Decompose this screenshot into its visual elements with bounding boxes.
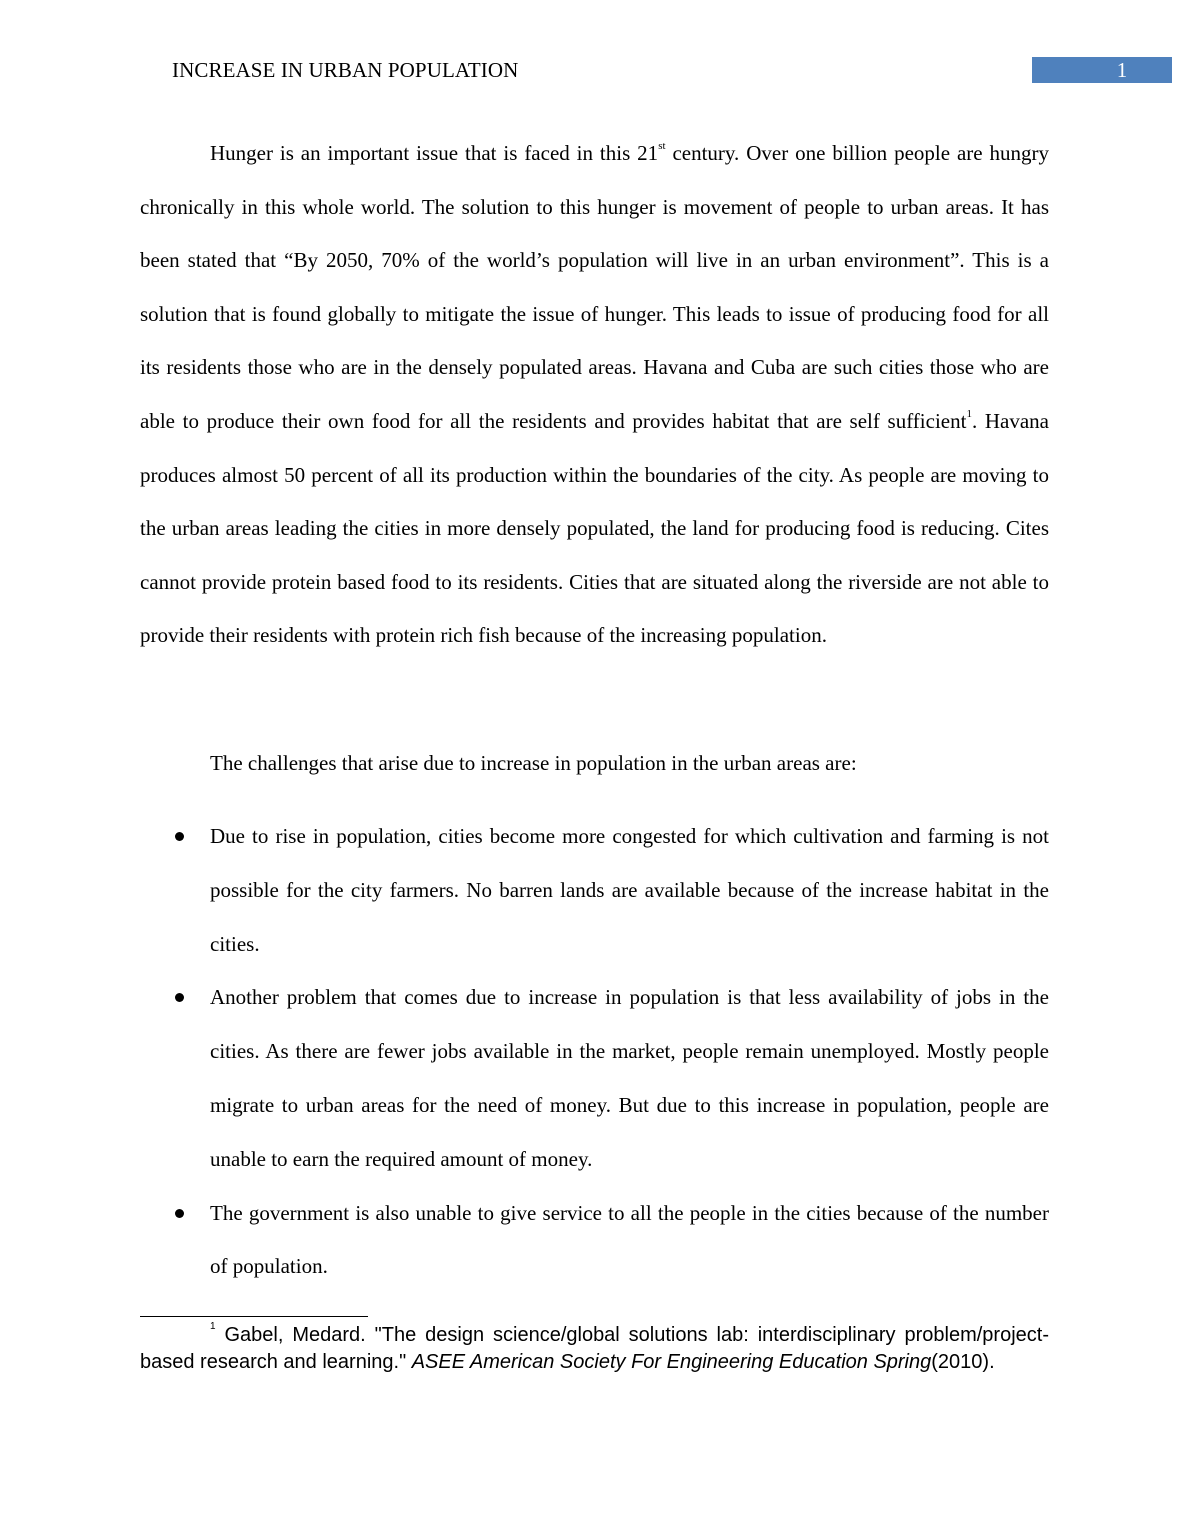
running-head-title: INCREASE IN URBAN POPULATION: [172, 58, 519, 82]
bullet-icon: [175, 1209, 184, 1218]
list-item-text: Due to rise in population, cities become more congested for which cultivation and farming is not possible for the city farmers. No barren lands are available because of the increase habitat in the cities.: [210, 824, 1049, 956]
list-item-text: Another problem that comes due to increase in population is that less availability of jobs in the cities. As there are fewer jobs available in the market, people remain unemployed. Mostly people migrate to urban areas for the need of money. But due to this increase in population, people are unable to earn the required amount of money.: [210, 985, 1049, 1171]
footnote-reference[interactable]: 1: [966, 407, 972, 420]
intro-paragraph-part1: Hunger is an important issue that is faced in this 21: [210, 141, 659, 165]
list-item: [140, 1187, 1049, 1295]
intro-paragraph-part2: century. Over one billion people are hungry chronically in this whole world. The solution to this hunger is movement of people to urban areas. It has been stated that “By 2050, 70% of the world’s population will live in an urban environment”. This is a solution that is found globally to mitigate the issue of hunger. This leads to issue of producing food for all its residents those who are in the densely populated areas. Havana and Cuba are such cities those who are able to produce their own food for all the residents and provides habitat that are self sufficient: [140, 141, 1049, 433]
challenges-intro-paragraph: The challenges that arise due to increase in population in the urban areas are:: [210, 751, 857, 775]
list-item: [140, 971, 1049, 1186]
page-number-box: [1032, 57, 1172, 83]
challenges-list: [140, 810, 1049, 1294]
footnote-journal: ASEE American Society For Engineering Education Spring: [411, 1350, 932, 1373]
list-item: [140, 810, 1049, 971]
list-item-text: The government is also unable to give service to all the people in the cities because of the number of population.: [210, 1200, 1049, 1279]
intro-paragraph: [140, 127, 1049, 663]
footnote-separator: [140, 1316, 368, 1317]
ordinal-superscript: st: [658, 140, 666, 152]
footnote-text: Gabel, Medard. "The design science/global solutions lab: interdisciplinary problem/project-based research and learning.": [140, 1324, 1049, 1373]
footnote-year: (2010).: [931, 1350, 995, 1373]
footnote-marker: 1: [210, 1321, 216, 1333]
bullet-icon: [175, 832, 184, 841]
footnote: [140, 1322, 1049, 1375]
page-number: 1: [1116, 58, 1128, 82]
intro-paragraph-part3: . Havana produces almost 50 percent of all its production within the boundaries of the city. As people are moving to the urban areas leading the cities in more densely populated, the land for producing food is reducing. Cites cannot provide protein based food to its residents. Cities that are situated along the riverside are not able to provide their residents with protein rich fish because of the increasing population.: [140, 408, 1049, 648]
bullet-icon: [175, 993, 184, 1002]
